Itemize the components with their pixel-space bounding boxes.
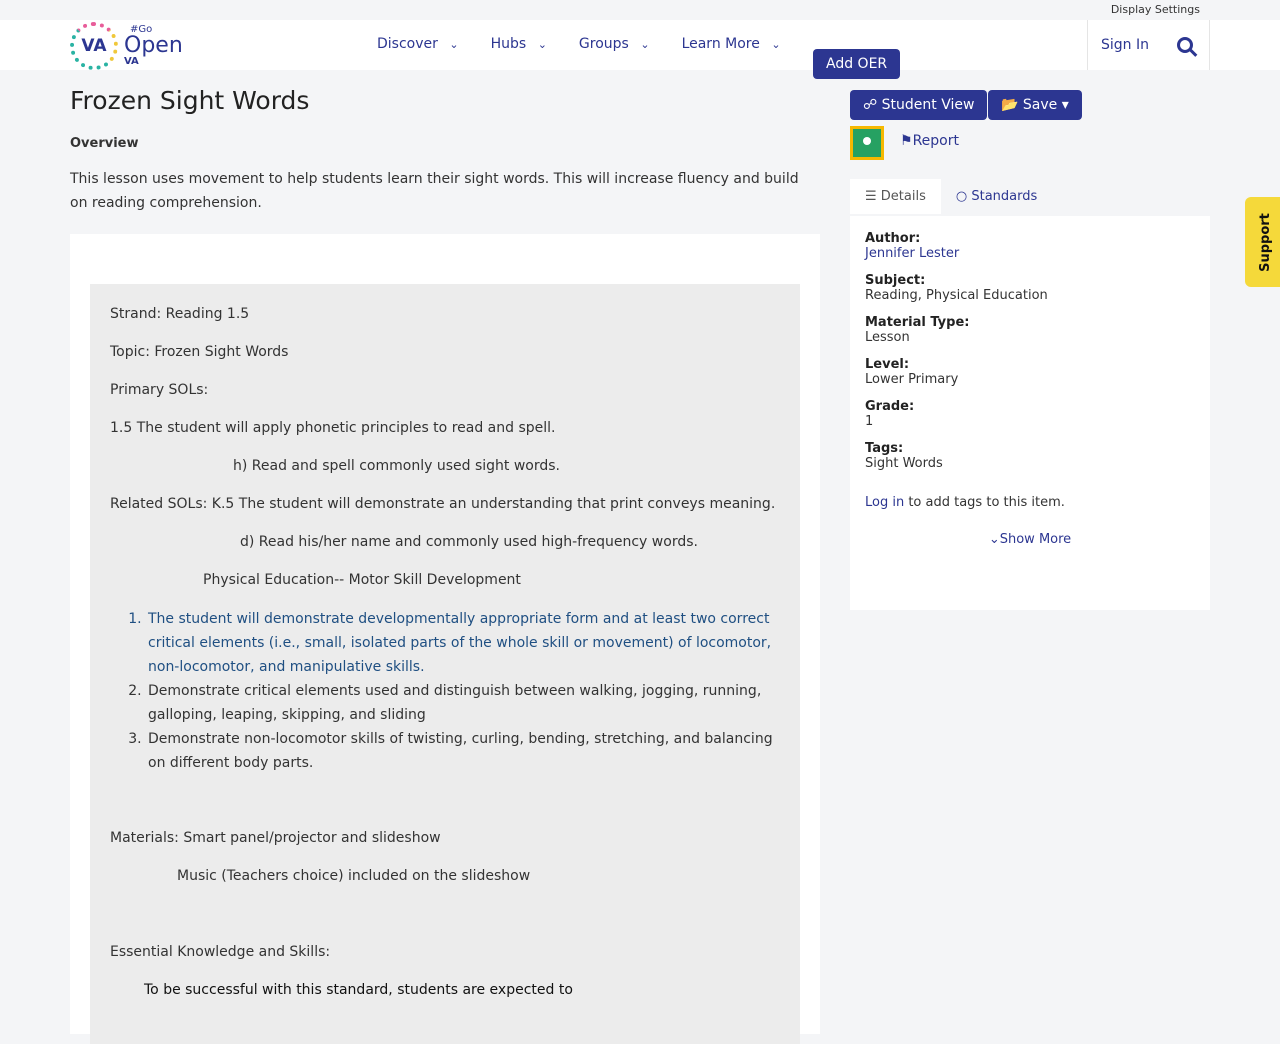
main-nav	[0, 20, 1280, 70]
student-view-label: Student View	[881, 97, 975, 113]
grade-value: 1	[865, 414, 874, 429]
logo-open: Open	[124, 33, 183, 58]
list-item: 1. The student will demonstrate developmentally appropriate form and at least two correct critical elements (i.e., small, isolated parts of the whole skill or movement) of locomotor, non-locomotor, and manipulative skills.	[146, 607, 786, 679]
sol-1-5: 1.5 The student will apply phonetic principles to read and spell.	[110, 420, 556, 436]
author-label: Author:	[865, 231, 921, 246]
detail-tabs	[850, 179, 1052, 214]
overview-text: This lesson uses movement to help students learn their sight words. This will increase fluency and build on reading comprehension.	[70, 171, 799, 211]
login-link[interactable]: Log in	[865, 495, 905, 510]
logo-va: VA	[81, 36, 107, 56]
nav-groups[interactable]: Groups ⌄	[579, 36, 650, 52]
overview-heading: Overview	[70, 136, 139, 151]
circle-icon: ○	[955, 189, 972, 204]
sign-in-area	[1087, 20, 1210, 70]
details-panel	[850, 216, 1210, 610]
subject-value: Reading, Physical Education	[865, 288, 1048, 303]
topic: Topic: Frozen Sight Words	[110, 344, 289, 360]
flag-icon: ⚑	[900, 133, 913, 149]
display-settings-link[interactable]: Display Settings	[1110, 3, 1200, 16]
eks-heading: Essential Knowledge and Skills:	[110, 944, 331, 960]
level-label: Level:	[865, 357, 910, 372]
folder-icon: 📂	[1001, 97, 1023, 113]
tags-value: Sight Words	[865, 456, 943, 471]
report-link[interactable]	[900, 133, 959, 149]
music: Music (Teachers choice) included on the slideshow	[177, 868, 531, 884]
author-link[interactable]: Jennifer Lester	[865, 246, 960, 261]
material-type-label: Material Type:	[865, 315, 970, 330]
list-item: 2. Demonstrate critical elements used and distinguish between walking, jogging, running, galloping, leaping, skipping, and sliding	[146, 679, 786, 727]
sign-in-link[interactable]: Sign In	[1101, 37, 1149, 53]
save-button[interactable]	[988, 90, 1082, 120]
nav-discover[interactable]: Discover ⌄	[377, 36, 459, 52]
login-note-text: to add tags to this item.	[904, 495, 1065, 510]
nav-hubs[interactable]: Hubs ⌄	[491, 36, 547, 52]
logo-text	[124, 25, 183, 67]
va-logo-ring	[70, 22, 118, 70]
caret-down-icon: ▾	[1057, 97, 1069, 113]
list-item: 3. Demonstrate non-locomotor skills of twisting, curling, bending, stretching, and balancing on different body parts.	[146, 727, 786, 775]
nav-menu	[377, 36, 781, 52]
top-bar	[0, 0, 1280, 20]
sol-1-5-h: h) Read and spell commonly used sight words.	[233, 458, 560, 474]
student-view-button[interactable]	[850, 90, 987, 120]
eks-text: To be successful with this standard, students are expected to	[144, 982, 573, 998]
page-title: Frozen Sight Words	[70, 86, 310, 115]
support-tab[interactable]	[1245, 197, 1280, 287]
search-icon[interactable]	[1177, 37, 1193, 53]
primary-sols: Primary SOLs:	[110, 382, 209, 398]
subject-label: Subject:	[865, 273, 926, 288]
show-more-label: Show More	[999, 532, 1072, 547]
grade-label: Grade:	[865, 399, 915, 414]
related-sols: Related SOLs: K.5 The student will demonstrate an understanding that print conveys meaning.	[110, 496, 776, 512]
material-type-value: Lesson	[865, 330, 910, 345]
materials: Materials: Smart panel/projector and slideshow	[110, 830, 441, 846]
tab-details[interactable]	[850, 179, 941, 214]
report-label: Report	[912, 133, 959, 149]
nav-learn-more[interactable]: Learn More ⌄	[682, 36, 781, 52]
support-label: Support	[1257, 212, 1273, 272]
add-oer-button[interactable]: Add OER	[813, 49, 900, 79]
show-more-link[interactable]	[865, 532, 1195, 547]
pe-heading: Physical Education-- Motor Skill Development	[203, 572, 521, 588]
tab-standards[interactable]	[941, 179, 1052, 214]
link-icon: ☍	[863, 97, 882, 113]
lesson-content	[90, 284, 800, 1044]
strand: Strand: Reading 1.5	[110, 306, 250, 322]
save-label: Save	[1022, 97, 1058, 113]
goopen-va-logo[interactable]	[70, 22, 183, 70]
login-note	[865, 495, 1195, 510]
tab-standards-label: Standards	[971, 189, 1038, 204]
google-classroom-button[interactable]	[850, 126, 884, 160]
pe-list	[146, 607, 786, 775]
related-sol-d: d) Read his/her name and commonly used high-frequency words.	[240, 534, 698, 550]
chevron-down-icon: ⌄	[988, 532, 1000, 547]
level-value: Lower Primary	[865, 372, 959, 387]
logo-va2: VA	[124, 56, 139, 67]
tags-label: Tags:	[865, 441, 904, 456]
list-icon: ☰	[865, 189, 881, 204]
content-card	[70, 234, 820, 1034]
tab-details-label: Details	[880, 189, 926, 204]
logo-go: #Go	[130, 24, 153, 35]
